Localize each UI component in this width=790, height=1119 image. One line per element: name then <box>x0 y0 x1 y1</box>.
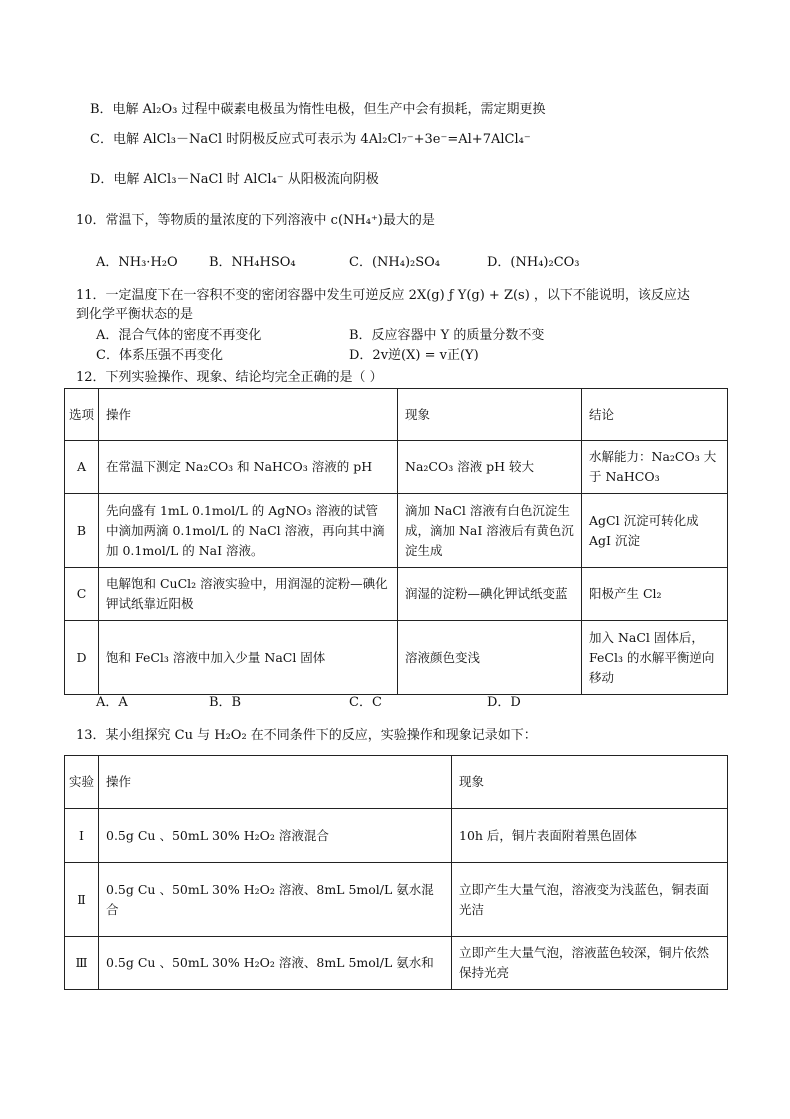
q11-stem-line1: 11．一定温度下在一容积不变的密闭容器中发生可逆反应 2X(g) ƒ Y(g) + Z(s) ，以下不能说明，该反应达 <box>76 288 690 303</box>
table-cell: B <box>65 494 99 568</box>
q12-option-d: D．D <box>487 695 521 710</box>
q12-option-a: A．A <box>96 695 128 710</box>
q11-options-row1 <box>96 327 696 345</box>
table-cell: 立即产生大量气泡，溶液变为浅蓝色，铜表面光洁 <box>452 863 728 937</box>
table-header-row <box>65 756 728 809</box>
table-cell: 润湿的淀粉—碘化钾试纸变蓝 <box>398 568 582 621</box>
table-row <box>65 937 728 990</box>
q9-option-c: C．电解 AlCl₃－NaCl 时阴极反应式可表示为 4Al₂Cl₇⁻+3e⁻=Al+7AlCl₄⁻ <box>90 132 531 147</box>
table-cell: 0.5g Cu 、50mL 30% H₂O₂ 溶液、8mL 5mol/L 氨水和 <box>99 937 452 990</box>
q10-option-a: A．NH₃·H₂O <box>96 255 178 270</box>
q10-option-b: B．NH₄HSO₄ <box>209 255 296 270</box>
q11-option-a: A．混合气体的密度不再变化 <box>96 328 262 343</box>
table-cell: 0.5g Cu 、50mL 30% H₂O₂ 溶液、8mL 5mol/L 氨水混合 <box>99 863 452 937</box>
q12-table <box>64 388 728 695</box>
table-row <box>65 568 728 621</box>
table-cell: Ⅲ <box>65 937 99 990</box>
table-header-row <box>65 389 728 441</box>
table-header-cell: 结论 <box>582 389 728 441</box>
table-cell: 0.5g Cu 、50mL 30% H₂O₂ 溶液混合 <box>99 809 452 863</box>
q11-options-row2 <box>96 347 696 365</box>
q11-option-d: D．2v逆(X) = v正(Y) <box>349 348 479 363</box>
q10-stem: 10．常温下，等物质的量浓度的下列溶液中 c(NH₄⁺)最大的是 <box>76 213 435 228</box>
q11-option-c: C．体系压强不再变化 <box>96 348 223 363</box>
table-header-cell: 现象 <box>398 389 582 441</box>
q10-options <box>96 254 696 272</box>
q11-option-b: B．反应容器中 Y 的质量分数不变 <box>349 328 545 343</box>
q12-options <box>96 694 696 712</box>
table-header-cell: 操作 <box>99 756 452 809</box>
table-cell: 先向盛有 1mL 0.1mol/L 的 AgNO₃ 溶液的试管中滴加两滴 0.1mol/L 的 NaCl 溶液，再向其中滴加 0.1mol/L 的 NaI 溶液。 <box>99 494 398 568</box>
q12-stem: 12．下列实验操作、现象、结论均完全正确的是（ ） <box>76 370 383 385</box>
q13-stem: 13．某小组探究 Cu 与 H₂O₂ 在不同条件下的反应，实验操作和现象记录如下： <box>76 728 537 743</box>
q10-option-c: C．(NH₄)₂SO₄ <box>349 255 441 270</box>
table-cell: C <box>65 568 99 621</box>
table-header-cell: 现象 <box>452 756 728 809</box>
table-row <box>65 809 728 863</box>
q13-table <box>64 755 728 990</box>
q10-option-d: D．(NH₄)₂CO₃ <box>487 255 580 270</box>
table-cell: 滴加 NaCl 溶液有白色沉淀生成，滴加 NaI 溶液后有黄色沉淀生成 <box>398 494 582 568</box>
table-cell: Na₂CO₃ 溶液 pH 较大 <box>398 441 582 494</box>
table-row <box>65 863 728 937</box>
table-cell: Ⅱ <box>65 863 99 937</box>
table-row <box>65 621 728 695</box>
table-header-cell: 选项 <box>65 389 99 441</box>
table-cell: 阳极产生 Cl₂ <box>582 568 728 621</box>
q9-option-d: D．电解 AlCl₃－NaCl 时 AlCl₄⁻ 从阳极流向阴极 <box>90 172 379 187</box>
table-cell: D <box>65 621 99 695</box>
table-header-cell: 操作 <box>99 389 398 441</box>
table-cell: 加入 NaCl 固体后，FeCl₃ 的水解平衡逆向移动 <box>582 621 728 695</box>
table-header-cell: 实验 <box>65 756 99 809</box>
q12-option-b: B．B <box>209 695 242 710</box>
table-cell: Ⅰ <box>65 809 99 863</box>
table-cell: 立即产生大量气泡，溶液蓝色较深，铜片依然保持光亮 <box>452 937 728 990</box>
table-cell: AgCl 沉淀可转化成 AgI 沉淀 <box>582 494 728 568</box>
table-cell: 饱和 FeCl₃ 溶液中加入少量 NaCl 固体 <box>99 621 398 695</box>
table-cell: 水解能力：Na₂CO₃ 大于 NaHCO₃ <box>582 441 728 494</box>
table-cell: A <box>65 441 99 494</box>
q11-stem-line2: 到化学平衡状态的是 <box>76 307 194 322</box>
table-cell: 在常温下测定 Na₂CO₃ 和 NaHCO₃ 溶液的 pH <box>99 441 398 494</box>
table-cell: 溶液颜色变浅 <box>398 621 582 695</box>
table-cell: 电解饱和 CuCl₂ 溶液实验中，用润湿的淀粉—碘化钾试纸靠近阳极 <box>99 568 398 621</box>
q12-option-c: C．C <box>349 695 382 710</box>
table-row <box>65 441 728 494</box>
table-row <box>65 494 728 568</box>
q9-option-b: B．电解 Al₂O₃ 过程中碳素电极虽为惰性电极，但生产中会有损耗，需定期更换 <box>90 102 546 117</box>
table-cell: 10h 后，铜片表面附着黑色固体 <box>452 809 728 863</box>
